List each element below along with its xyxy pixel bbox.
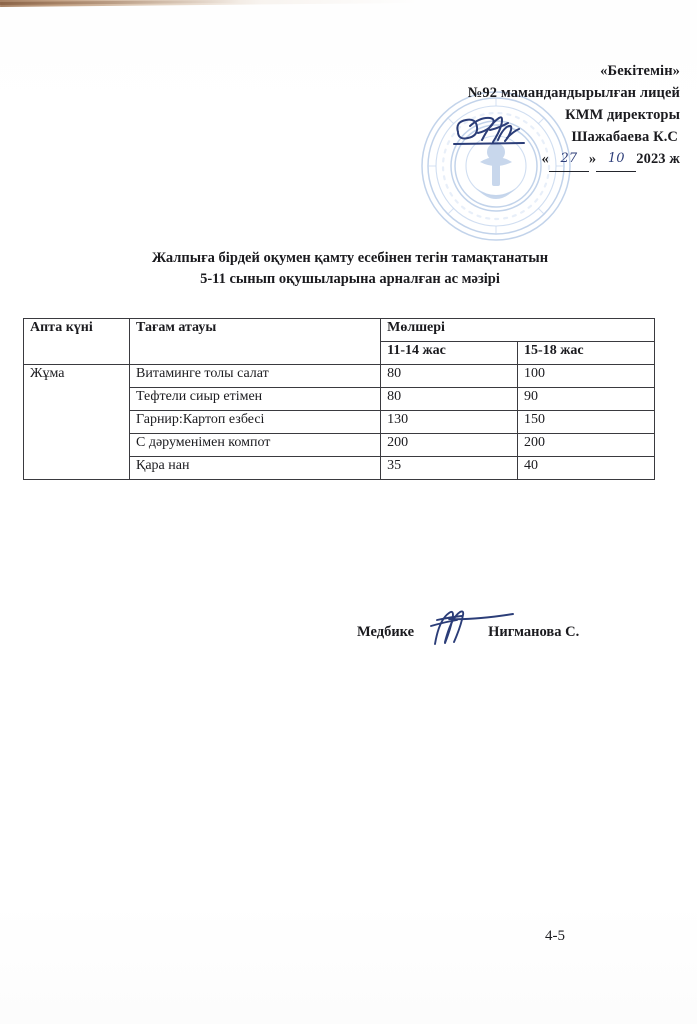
- column-header-age-11-14: 11-14 жас: [381, 342, 518, 365]
- date-year: 2023 ж: [636, 151, 680, 167]
- nurse-name: Нигманова С.: [488, 624, 580, 640]
- cell-amount-15-18: 200: [518, 434, 655, 457]
- cell-amount-15-18: 90: [518, 388, 655, 411]
- approval-line-3: КММ директоры: [565, 107, 680, 123]
- page-number: 4-5: [545, 928, 565, 944]
- approval-line-2: №92 мамандандырылған лицей: [467, 85, 680, 101]
- cell-amount-11-14: 80: [381, 365, 518, 388]
- cell-dish: Витаминге толы салат: [129, 365, 380, 388]
- table-row: [24, 365, 655, 388]
- cell-amount-11-14: 35: [381, 457, 518, 480]
- date-close-quote: »: [588, 151, 597, 167]
- menu-table: [23, 318, 655, 480]
- nurse-role-label: Медбике: [357, 624, 415, 640]
- scan-edge-artifact-2: [0, 0, 240, 5]
- column-header-portion: Мөлшері: [381, 319, 655, 342]
- approval-date-line: [300, 148, 680, 173]
- title-line-2: 5-11 сынып оқушыларына арналған ас мәзірі: [200, 271, 500, 287]
- cell-dish: Гарнир:Картоп езбесі: [129, 411, 380, 434]
- date-day-handwritten: 27: [549, 148, 589, 172]
- cell-dish: С дәруменімен компот: [129, 434, 380, 457]
- date-open-quote: «: [541, 151, 549, 167]
- cell-amount-15-18: 40: [518, 457, 655, 480]
- title-line-1: Жалпыға бірдей оқумен қамту есебінен тегін тамақтанатын: [151, 250, 549, 266]
- nurse-signature-block: [357, 624, 579, 641]
- column-header-age-15-18: 15-18 жас: [518, 342, 655, 365]
- cell-amount-11-14: 130: [381, 411, 518, 434]
- approval-director-name: Шажабаева К.С: [571, 129, 678, 145]
- cell-amount-15-18: 150: [518, 411, 655, 434]
- menu-table-head: [24, 319, 655, 365]
- cell-amount-15-18: 100: [518, 365, 655, 388]
- date-month-handwritten: 10: [596, 148, 636, 172]
- cell-dish: Тефтели сиыр етімен: [129, 388, 380, 411]
- table-header-row-1: [24, 319, 655, 342]
- cell-dish: Қара нан: [129, 457, 380, 480]
- column-header-dish: Тағам атауы: [129, 319, 380, 365]
- cell-amount-11-14: 200: [381, 434, 518, 457]
- cell-weekday: Жұма: [24, 365, 130, 480]
- column-header-day: Апта күні: [24, 319, 130, 365]
- menu-table-body: [24, 365, 655, 480]
- approval-line-1: «Бекітемін»: [600, 63, 680, 79]
- approval-block: [300, 60, 680, 173]
- page-title: [60, 248, 640, 290]
- cell-amount-11-14: 80: [381, 388, 518, 411]
- scan-edge-artifact: [0, 0, 420, 7]
